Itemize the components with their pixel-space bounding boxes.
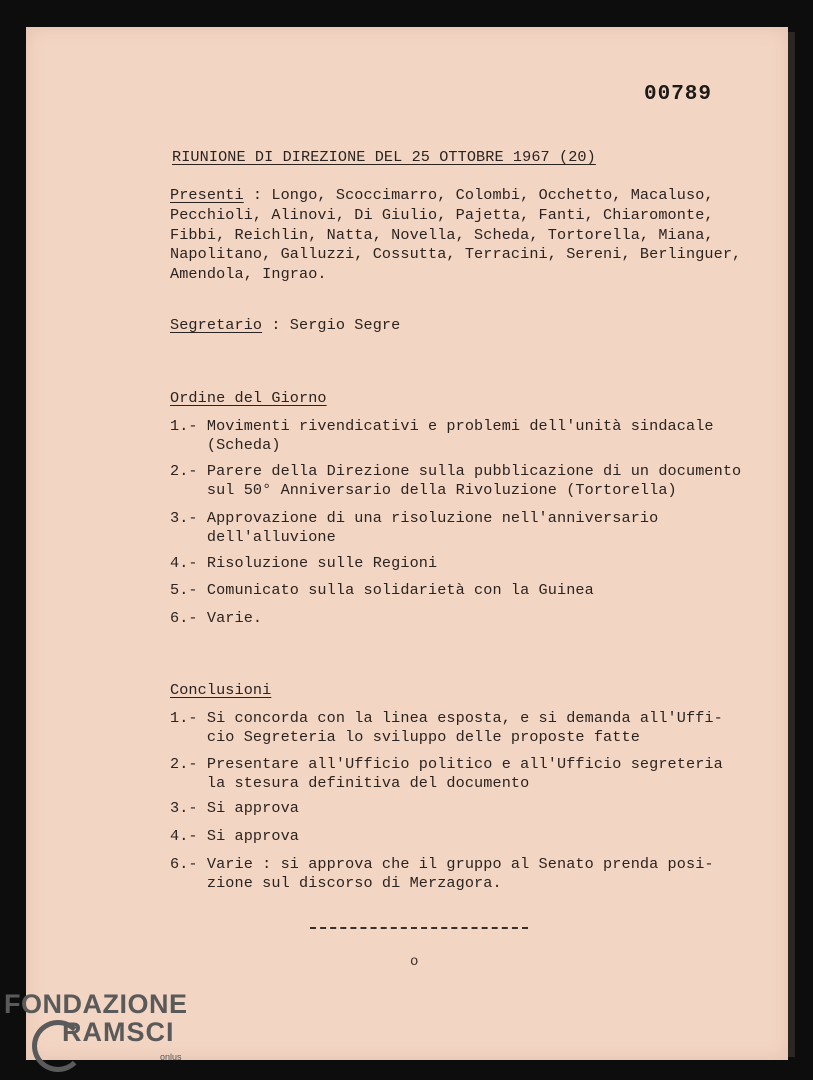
ordine-item-3: 3.- Approvazione di una risoluzione nell'anniversario dell'alluvione bbox=[170, 509, 659, 546]
segretario-label: Segretario bbox=[170, 316, 263, 334]
presenti-names: : Longo, Scoccimarro, Colombi, Occhetto, Macaluso, Pecchioli, Alinovi, Di Giulio, Pajetta, Fanti, Chiaromonte, Fibbi, Reichlin, Natta, Novella, Scheda, Tortorella, Miana, Napolitano, Galluzzi, Cossutta, Terracini, Sereni, Berlinguer, Amendola, Ingrao. bbox=[170, 186, 742, 284]
ordine-item-2: 2.- Parere della Direzione sulla pubblicazione di un documento sul 50° Anniversario della Rivoluzione (Tortorella) bbox=[170, 462, 742, 499]
presenti-block bbox=[170, 186, 741, 285]
segretario-name: : Sergio Segre bbox=[262, 316, 401, 334]
ordine-item-6: 6.- Varie. bbox=[170, 609, 263, 627]
closing-dashed-rule bbox=[310, 927, 528, 929]
conclusione-item-1: 1.- Si concorda con la linea esposta, e si demanda all'Uffi- cio Segreteria lo sviluppo delle proposte fatte bbox=[170, 709, 723, 746]
watermark-line1: FONDAZIONE bbox=[4, 989, 188, 1019]
watermark-line2: RAMSCI bbox=[62, 1017, 175, 1047]
conclusione-item-4: 4.- Si approva bbox=[170, 827, 299, 845]
page-edge-shadow bbox=[788, 32, 795, 1057]
presenti-label: Presenti bbox=[170, 186, 244, 204]
segretario-line bbox=[170, 316, 400, 335]
conclusione-item-2: 2.- Presentare all'Ufficio politico e all'Ufficio segreteria la stesura definitiva del documento bbox=[170, 755, 723, 792]
watermark-logo bbox=[4, 990, 188, 1046]
ordine-heading: Ordine del Giorno bbox=[170, 389, 327, 407]
conclusione-item-3: 3.- Si approva bbox=[170, 799, 299, 817]
watermark-small-text: onlus bbox=[160, 1052, 182, 1062]
meeting-title: RIUNIONE DI DIREZIONE DEL 25 OTTOBRE 1967 (20) bbox=[172, 148, 596, 166]
ordine-item-5: 5.- Comunicato sulla solidarietà con la Guinea bbox=[170, 581, 594, 599]
conclusioni-heading: Conclusioni bbox=[170, 681, 272, 699]
ordine-item-1: 1.- Movimenti rivendicativi e problemi dell'unità sindacale (Scheda) bbox=[170, 417, 714, 454]
end-mark: o bbox=[410, 954, 419, 970]
document-number: 00789 bbox=[644, 83, 713, 106]
ordine-item-4: 4.- Risoluzione sulle Regioni bbox=[170, 554, 438, 572]
conclusione-item-6: 6.- Varie : si approva che il gruppo al Senato prenda posi- zione sul discorso di Merzagora. bbox=[170, 855, 714, 892]
